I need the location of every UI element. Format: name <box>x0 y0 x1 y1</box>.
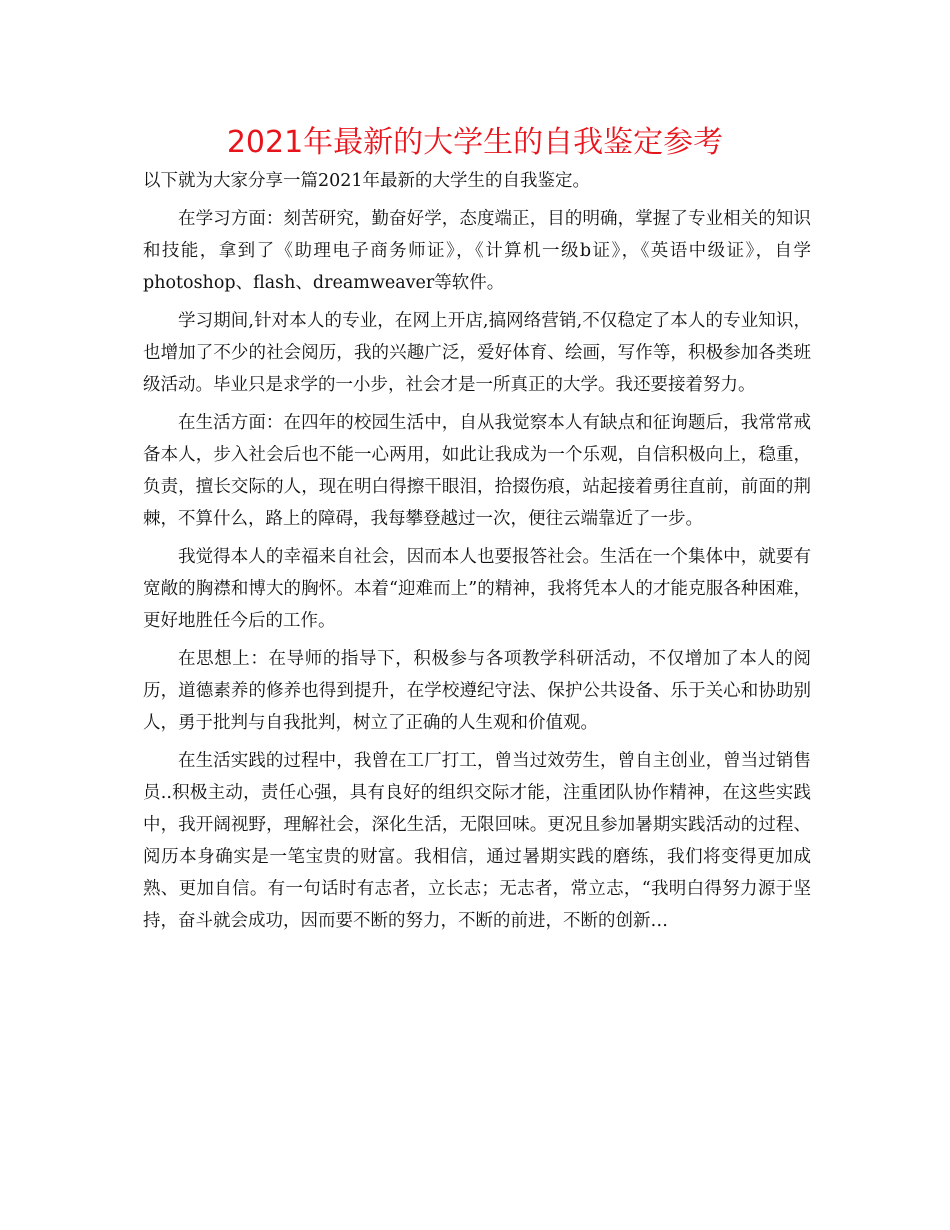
document-title: 2021年最新的大学生的自我鉴定参考 <box>226 125 724 160</box>
paragraph-society: 我觉得本人的幸福来自社会，因而本人也要报答社会。生活在一个集体中，就要有宽敞的胸襟和博大的胸怀。本着“迎难而上”的精神，我将凭本人的才能克服各种困难，更好地胜任今后的工作。 <box>143 547 811 631</box>
document-body <box>143 165 811 937</box>
paragraph-study-period: 学习期间,针对本人的专业，在网上开店,搞网络营销,不仅稳定了本人的专业知识，也增加了不少的社会阅历，我的兴趣广泛，爱好体育、绘画，写作等，积极参加各类班级活动。毕业只是求学的一小步，社会才是一所真正的大学。我还要接着努力。 <box>143 311 811 395</box>
paragraph-study: 在学习方面：刻苦研究，勤奋好学，态度端正，目的明确，掌握了专业相关的知识和技能，拿到了《助理电子商务师证》，《计算机一级b证》，《英语中级证》，自学photoshop、flash、dreamweaver等软件。 <box>143 209 811 293</box>
paragraph-thought: 在思想上：在导师的指导下，积极参与各项教学科研活动，不仅增加了本人的阅历，道德素养的修养也得到提升，在学校遵纪守法、保护公共设备、乐于关心和协助别人，勇于批判与自我批判，树立了正确的人生观和价值观。 <box>143 649 811 733</box>
paragraph-practice: 在生活实践的过程中，我曾在工厂打工，曾当过效劳生，曾自主创业，曾当过销售员..积极主动，责任心强，具有良好的组织交际才能，注重团队协作精神，在这些实践中，我开阔视野，理解社会，深化生活，无限回味。更况且参加暑期实践活动的过程、阅历本身确实是一笔宝贵的财富。我相信，通过暑期实践的磨练，我们将变得更加成熟、更加自信。有一句话时有志者，立长志；无志者，常立志，“我明白得努力源于坚持，奋斗就会成功，因而要不断的努力，不断的前进，不断的创新… <box>143 751 811 931</box>
paragraph-life: 在生活方面：在四年的校园生活中，自从我觉察本人有缺点和征询题后，我常常戒备本人，步入社会后也不能一心两用，如此让我成为一个乐观，自信积极向上，稳重，负责，擅长交际的人，现在明白得擦干眼泪，拾掇伤痕，站起接着勇往直前，前面的荆棘，不算什么，路上的障碍，我每攀登越过一次，便往云端靠近了一步。 <box>143 413 811 529</box>
intro-paragraph: 以下就为大家分享一篇2021年最新的大学生的自我鉴定。 <box>143 171 591 191</box>
